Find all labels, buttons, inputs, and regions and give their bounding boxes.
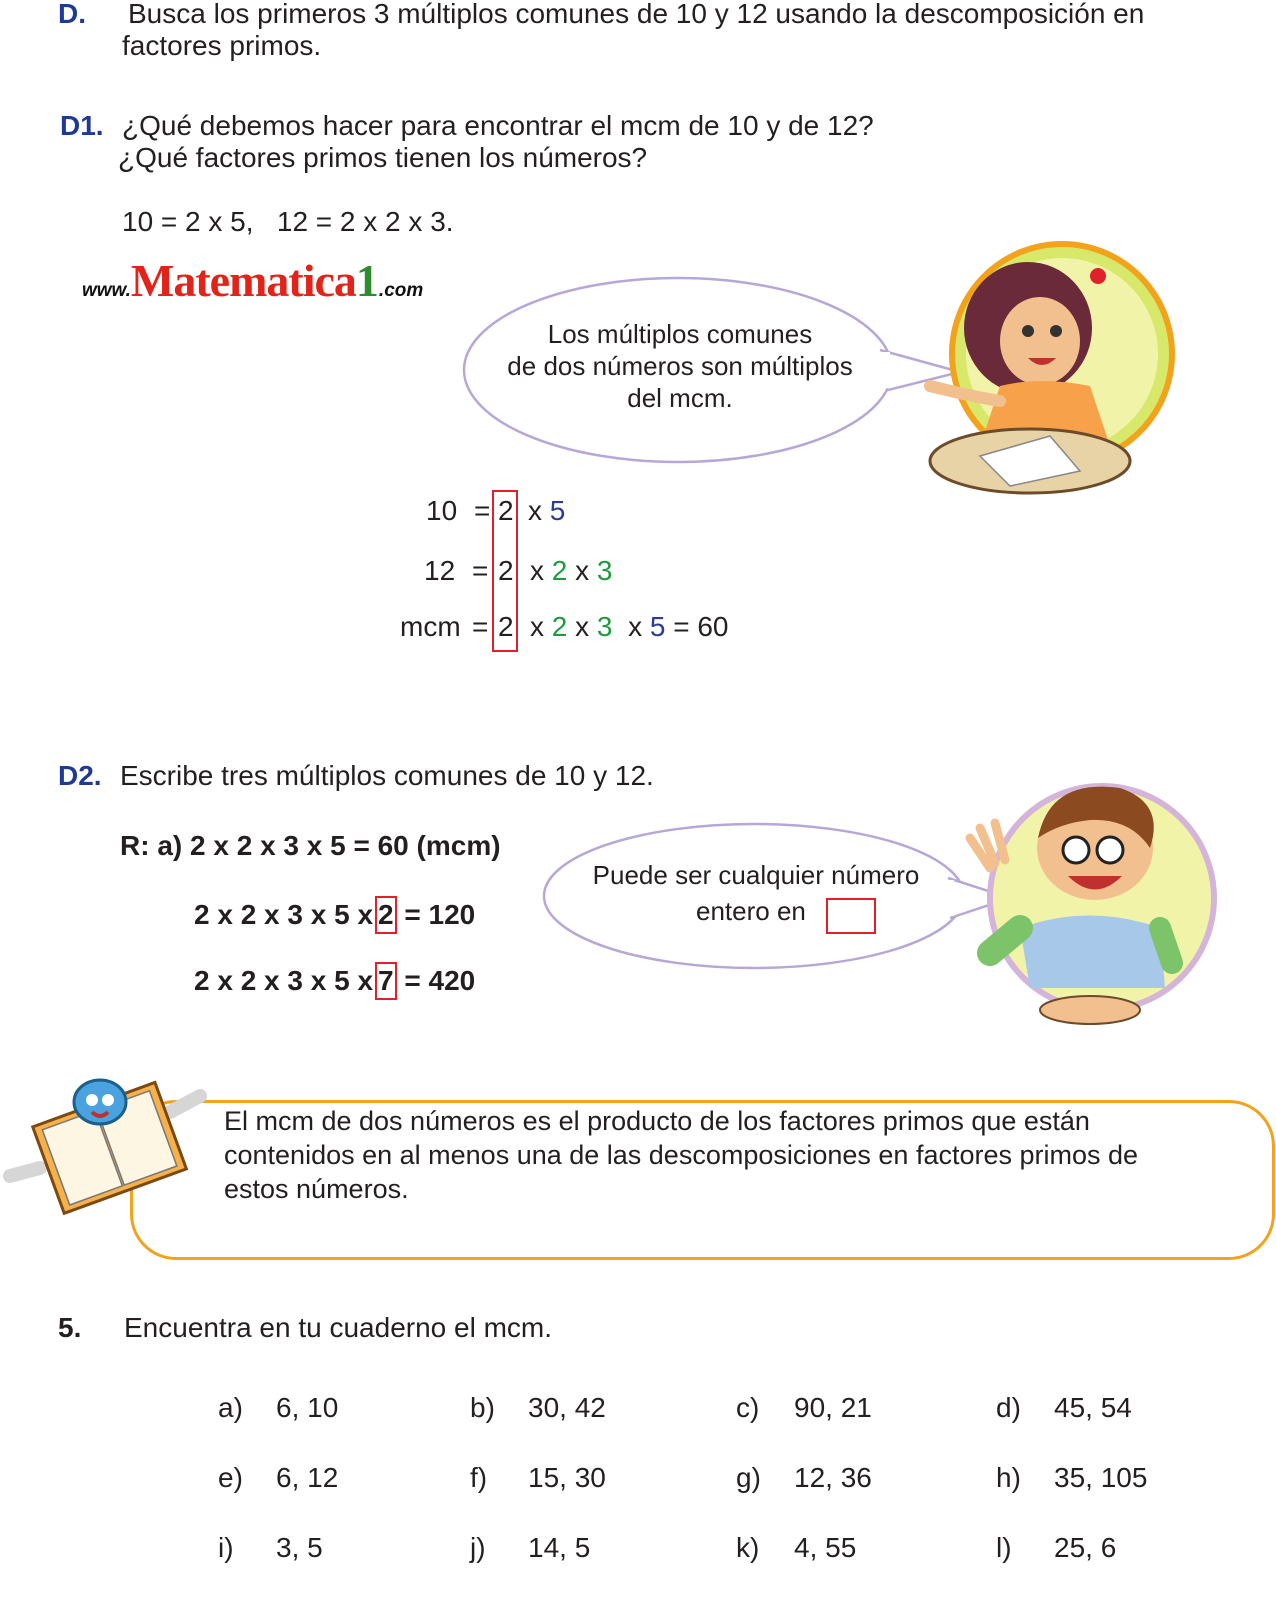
- site-logo: [82, 254, 423, 304]
- d2-label: D2.: [58, 760, 102, 791]
- exercise-letter: c): [736, 1392, 760, 1423]
- exercise-letter: k): [736, 1532, 760, 1563]
- ex5-title: Encuentra en tu cuaderno el mcm.: [124, 1312, 553, 1343]
- exercise-letter: d): [996, 1392, 1021, 1423]
- exercise-values: 15, 30: [528, 1462, 606, 1493]
- speech-bubble-1: [480, 318, 880, 414]
- section-d-label: D.: [58, 0, 86, 29]
- exercise-values: 25, 6: [1054, 1532, 1117, 1563]
- d2-answer-a: [120, 830, 501, 862]
- bubble2-line2: entero en: [696, 896, 806, 926]
- exercise-values: 30, 42: [528, 1392, 606, 1423]
- logo-prefix: www.: [82, 280, 131, 301]
- d1-question-1: ¿Qué debemos hacer para encontrar el mcm de 10 y de 12?: [122, 110, 874, 141]
- d2-answer-c: [194, 962, 475, 1000]
- answer-b-result: = 120: [404, 899, 476, 930]
- exercise-item: [218, 1462, 338, 1494]
- exercise-values: 3, 5: [276, 1532, 323, 1563]
- exercise-values: 6, 10: [276, 1392, 339, 1423]
- factor-five: 5: [649, 611, 666, 642]
- section-d-line1: Busca los primeros 3 múltiplos comunes de 10 y 12 usando la descomposición en: [128, 0, 1145, 29]
- d2-question: Escribe tres múltiplos comunes de 10 y 12.: [120, 760, 654, 791]
- answer-c-result: = 420: [404, 965, 476, 996]
- ex5-label: 5.: [58, 1312, 82, 1343]
- exercise-values: 35, 105: [1054, 1462, 1148, 1493]
- exercise-letter: b): [470, 1392, 495, 1423]
- answer-c-expression: 2 x 2 x 3 x 5 x: [194, 965, 374, 996]
- decomp-row3-left: mcm: [400, 611, 461, 642]
- bubble1-line3: del mcm.: [627, 383, 733, 413]
- exercise-letter: e): [218, 1462, 243, 1493]
- empty-answer-box: [826, 898, 876, 934]
- decomp-row2-common: 2: [498, 555, 514, 586]
- factor-three: 3: [596, 555, 613, 586]
- decomp-row3-rest: [530, 611, 728, 643]
- bubble2-line1: Puede ser cualquier número: [592, 860, 920, 890]
- rule-line3: estos números.: [224, 1174, 409, 1204]
- answer-a-expression: 2 x 2 x 3 x 5 = 60 (mcm): [190, 830, 501, 861]
- exercise-item: [736, 1392, 872, 1424]
- logo-name: Matematica: [130, 255, 356, 306]
- bubble1-line2: de dos números son múltiplos: [507, 351, 853, 381]
- factor-three: 3: [596, 611, 613, 642]
- times-sign: x: [575, 611, 590, 642]
- exercise-letter: a): [218, 1392, 243, 1423]
- times-sign: x: [530, 611, 544, 642]
- exercise-values: 6, 12: [276, 1462, 339, 1493]
- logo-suffix: .com: [378, 280, 424, 301]
- decomp-row1-rest: [528, 495, 565, 527]
- d1-label: D1.: [60, 110, 104, 141]
- exercise-values: 90, 21: [794, 1392, 872, 1423]
- d1-question-2: ¿Qué factores primos tienen los números?: [118, 142, 648, 173]
- exercise-item: [470, 1392, 606, 1424]
- bubble1-line1: Los múltiplos comunes: [547, 319, 813, 349]
- d2-answer-b: [194, 896, 475, 934]
- decomp-row1-eq: =: [474, 495, 491, 526]
- decomp-row1-common: 2: [498, 495, 514, 526]
- rule-line1: El mcm de dos números es el producto de los factores primos que están: [224, 1106, 1090, 1136]
- answer-prefix: R: a): [120, 830, 183, 861]
- decomp-row2-rest: [530, 555, 613, 587]
- exercise-letter: l): [996, 1532, 1012, 1563]
- decomp-row2-left: 12: [424, 555, 456, 586]
- times-sign: x: [575, 555, 590, 586]
- rule-line2: contenidos en al menos una de las descomposiciones en factores primos de: [224, 1140, 1139, 1170]
- decomp-row1-left: 10: [426, 495, 458, 526]
- exercise-values: 12, 36: [794, 1462, 872, 1493]
- exercise-item: [996, 1392, 1132, 1424]
- exercise-item: [736, 1462, 872, 1494]
- factor-five: 5: [549, 495, 566, 526]
- section-d-line2: factores primos.: [122, 30, 322, 61]
- answer-b-expression: 2 x 2 x 3 x 5 x: [194, 899, 374, 930]
- boy-illustration: [950, 778, 1220, 1040]
- exercise-item: [996, 1532, 1116, 1564]
- exercise-item: [470, 1462, 606, 1494]
- decomp-row2-eq: =: [472, 555, 489, 586]
- times-sign: x: [628, 611, 643, 642]
- exercise-item: [218, 1532, 323, 1564]
- mcm-result: = 60: [673, 611, 729, 642]
- logo-one: 1: [355, 255, 379, 306]
- girl-illustration: [910, 236, 1180, 511]
- exercise-item: [736, 1532, 856, 1564]
- exercise-values: 45, 54: [1054, 1392, 1132, 1423]
- exercise-letter: j): [470, 1532, 486, 1563]
- exercise-values: 4, 55: [794, 1532, 857, 1563]
- decomp-row3-eq: =: [472, 611, 489, 642]
- times-sign: x: [528, 495, 542, 526]
- exercise-letter: i): [218, 1532, 234, 1563]
- exercise-item: [218, 1392, 338, 1424]
- factor-two: 2: [551, 555, 568, 586]
- exercise-values: 14, 5: [528, 1532, 591, 1563]
- rule-text: [224, 1104, 1138, 1206]
- answer-c-box: 7: [375, 962, 397, 1000]
- exercise-letter: f): [470, 1462, 488, 1493]
- exercise-letter: g): [736, 1462, 761, 1493]
- times-sign: x: [530, 555, 544, 586]
- d1-factors: 10 = 2 x 5, 12 = 2 x 2 x 3.: [122, 206, 454, 237]
- book-mascot-icon: [0, 1072, 212, 1222]
- factor-two: 2: [551, 611, 568, 642]
- exercise-item: [470, 1532, 590, 1564]
- exercise-letter: h): [996, 1462, 1021, 1493]
- decomp-row3-common: 2: [498, 611, 514, 642]
- answer-b-box: 2: [375, 896, 397, 934]
- exercise-item: [996, 1462, 1147, 1494]
